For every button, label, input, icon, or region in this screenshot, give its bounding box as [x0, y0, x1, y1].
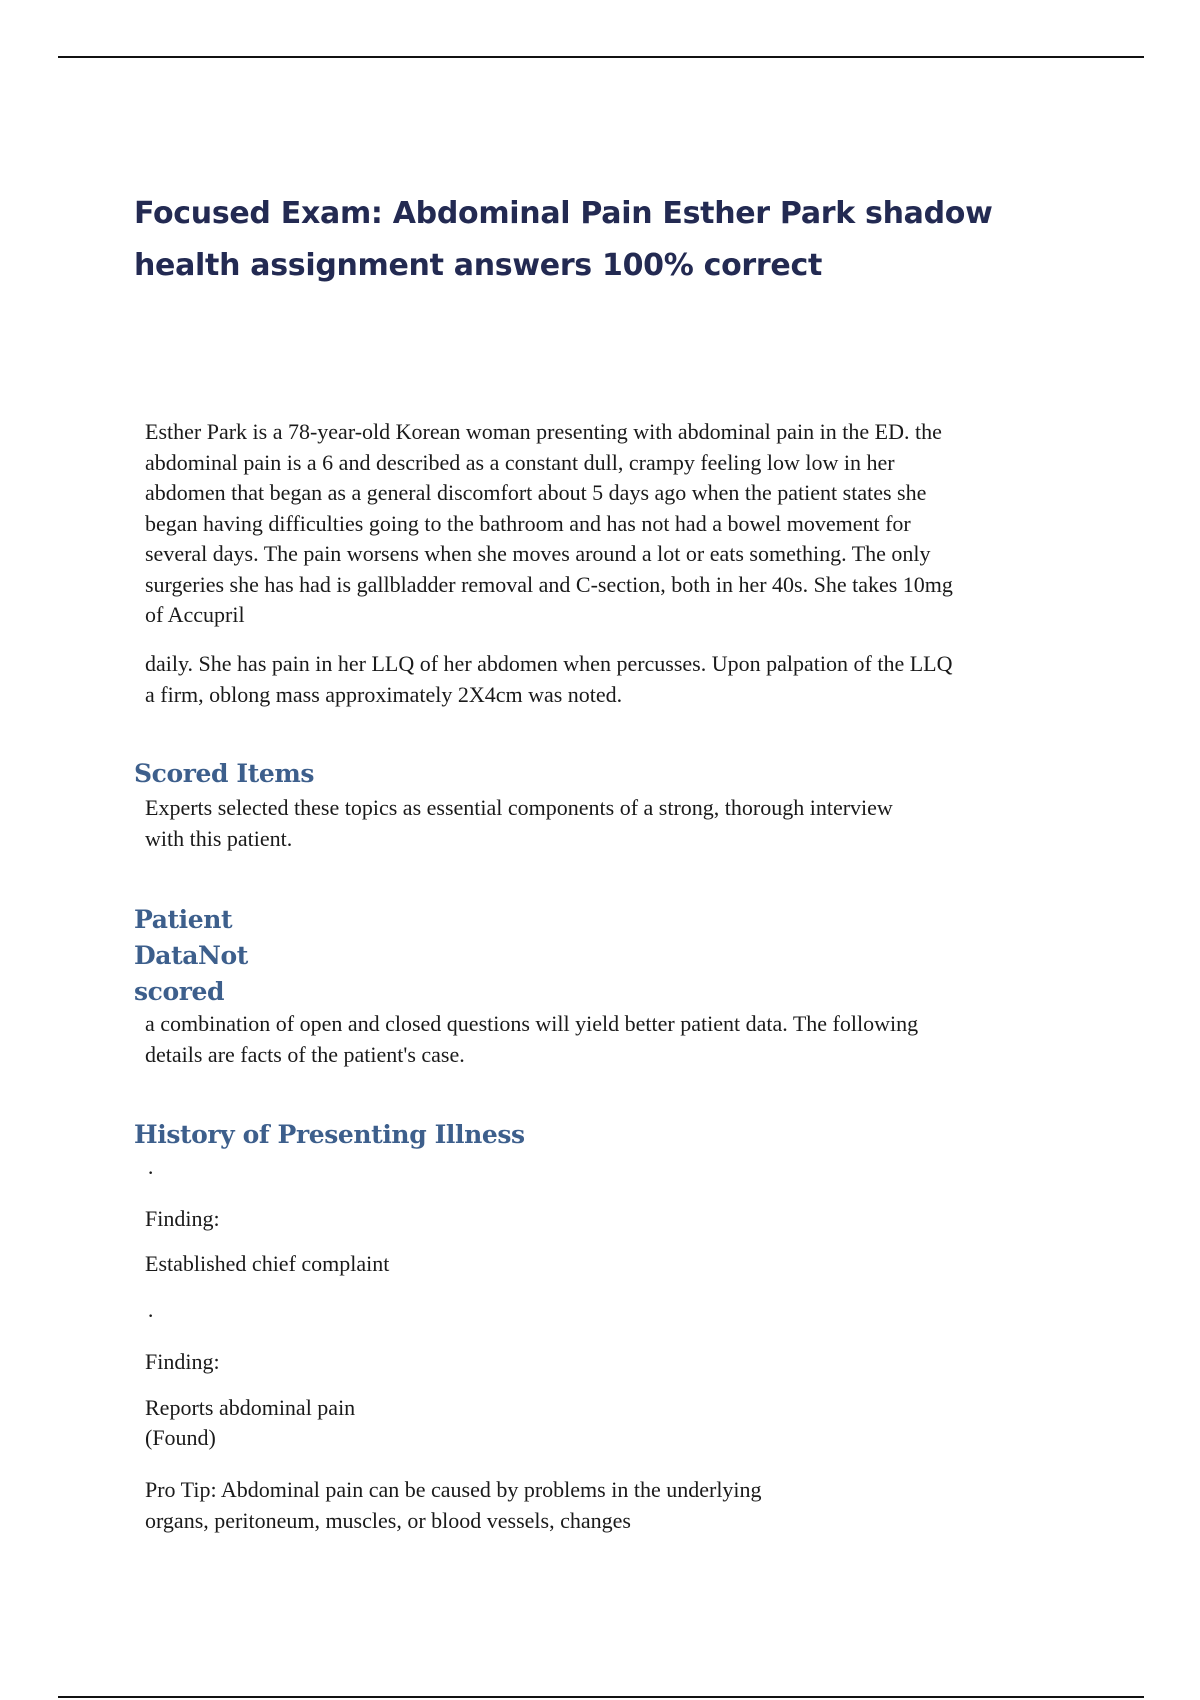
finding-value: Established chief complaint: [145, 1251, 390, 1276]
bottom-rule: [58, 1696, 1144, 1698]
finding-status: (Found): [145, 1425, 216, 1450]
top-rule: [58, 56, 1144, 58]
intro-paragraph-2: daily. She has pain in her LLQ of her abdomen when percusses. Upon palpation of the LLQ a firm, oblong mass approximately 2X4cm was noted.: [145, 651, 953, 707]
patient-data-heading: Patient DataNot scored: [134, 905, 248, 1006]
pro-tip: Pro Tip: Abdominal pain can be caused by problems in the underlying organs, peritoneum, muscles, or blood vessels, changes: [145, 1477, 762, 1533]
scored-items-heading: Scored Items: [134, 759, 315, 788]
bullet-icon: ·: [147, 1303, 155, 1328]
document-title: Focused Exam: Abdominal Pain Esther Park shadow health assignment answers 100% correct: [134, 196, 993, 283]
intro-paragraph-1: Esther Park is a 78-year-old Korean woman presenting with abdominal pain in the ED. the abdominal pain is a 6 and described as a constant dull, crampy feeling low low in her abdomen that began as a general discomfort about 5 days ago when the patient states she began having difficulties going to the bathroom and has not had a bowel movement for several days. The pain worsens when she moves around a lot or eats something. The only surgeries she has had is gallbladder removal and C-section, both in her 40s. She takes 10mg of Accupril: [145, 419, 953, 627]
scored-items-text: Experts selected these topics as essential components of a strong, thorough interview with this patient.: [145, 795, 893, 851]
history-heading: History of Presenting Illness: [134, 1120, 525, 1149]
finding-label: Finding:: [145, 1349, 220, 1374]
finding-value: Reports abdominal pain: [145, 1395, 356, 1420]
patient-data-text: a combination of open and closed questions will yield better patient data. The following details are facts of the patient's case.: [145, 1011, 919, 1067]
finding-label: Finding:: [145, 1206, 220, 1231]
bullet-icon: ·: [147, 1160, 155, 1185]
